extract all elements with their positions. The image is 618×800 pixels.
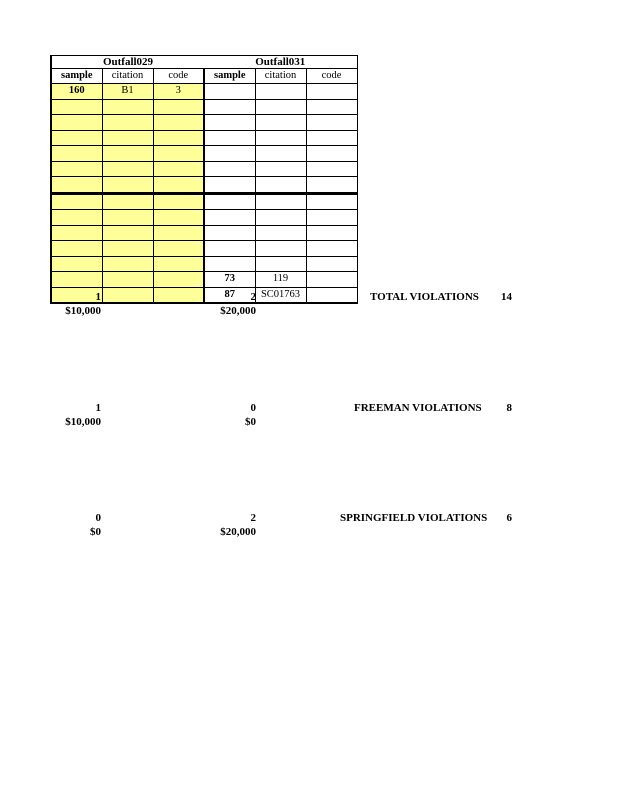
citation-cell[interactable] bbox=[255, 193, 306, 210]
sample-cell[interactable]: 73 bbox=[204, 272, 255, 288]
code-cell[interactable] bbox=[153, 161, 204, 177]
citation-cell[interactable]: 119 bbox=[255, 272, 306, 288]
sample-cell[interactable] bbox=[51, 272, 102, 288]
code-cell[interactable] bbox=[153, 146, 204, 162]
outfall-029-count: 0 bbox=[95, 512, 101, 524]
sample-cell[interactable] bbox=[204, 161, 255, 177]
code-cell[interactable] bbox=[306, 241, 357, 257]
table-row bbox=[51, 225, 357, 241]
sample-cell[interactable] bbox=[51, 256, 102, 272]
table-row bbox=[51, 177, 357, 194]
citation-cell[interactable] bbox=[102, 241, 153, 257]
code-cell[interactable] bbox=[306, 177, 357, 194]
code-cell[interactable] bbox=[306, 115, 357, 131]
citation-cell[interactable] bbox=[255, 210, 306, 226]
citation-cell[interactable] bbox=[102, 146, 153, 162]
outfall-031-count: 0 bbox=[250, 402, 256, 414]
outfall-031-count: 2 bbox=[250, 291, 256, 303]
sample-cell[interactable] bbox=[51, 241, 102, 257]
sample-cell[interactable] bbox=[51, 225, 102, 241]
outfall-029-amount: $0 bbox=[90, 526, 101, 538]
outfall-title-row bbox=[51, 56, 357, 69]
code-cell[interactable] bbox=[153, 99, 204, 115]
table-row bbox=[51, 210, 357, 226]
code-cell[interactable] bbox=[306, 146, 357, 162]
citation-cell[interactable] bbox=[102, 161, 153, 177]
code-cell[interactable] bbox=[153, 241, 204, 257]
sample-cell[interactable] bbox=[204, 241, 255, 257]
table-row bbox=[51, 272, 357, 288]
violations-total: 14 bbox=[501, 291, 512, 303]
citation-cell[interactable] bbox=[102, 256, 153, 272]
summary-block-freeman bbox=[50, 401, 101, 429]
sample-cell[interactable] bbox=[204, 193, 255, 210]
citation-cell[interactable] bbox=[102, 210, 153, 226]
outfall-029-amount: $10,000 bbox=[65, 305, 101, 317]
outfall-029-title: Outfall029 bbox=[51, 56, 204, 69]
code-cell[interactable] bbox=[153, 177, 204, 194]
sample-cell[interactable]: 87 bbox=[204, 287, 255, 303]
code-cell[interactable] bbox=[306, 99, 357, 115]
violations-sheet bbox=[50, 55, 358, 304]
outfall-029-amount: $10,000 bbox=[65, 416, 101, 428]
violations-total: 8 bbox=[506, 402, 512, 414]
violations-label: TOTAL VIOLATIONS bbox=[370, 291, 479, 303]
citation-cell[interactable] bbox=[255, 99, 306, 115]
sample-cell[interactable] bbox=[204, 210, 255, 226]
header-sample-029[interactable]: sample bbox=[51, 69, 102, 84]
code-cell[interactable] bbox=[306, 225, 357, 241]
summary-block-freeman-b bbox=[205, 401, 256, 429]
sample-cell[interactable] bbox=[51, 161, 102, 177]
code-cell[interactable] bbox=[306, 130, 357, 146]
header-sample-031[interactable]: sample bbox=[204, 69, 255, 84]
citation-cell[interactable] bbox=[255, 256, 306, 272]
header-code-029[interactable]: code bbox=[153, 69, 204, 84]
citation-cell[interactable] bbox=[102, 272, 153, 288]
header-citation-031[interactable]: citation bbox=[255, 69, 306, 84]
sample-cell[interactable] bbox=[204, 256, 255, 272]
citation-cell[interactable] bbox=[255, 225, 306, 241]
citation-cell[interactable] bbox=[255, 177, 306, 194]
table-row bbox=[51, 256, 357, 272]
header-citation-029[interactable]: citation bbox=[102, 69, 153, 84]
sample-cell[interactable] bbox=[204, 84, 255, 100]
sample-cell[interactable] bbox=[51, 210, 102, 226]
sample-cell[interactable] bbox=[51, 193, 102, 210]
code-cell[interactable] bbox=[306, 287, 357, 303]
table-row bbox=[51, 115, 357, 131]
table-row bbox=[51, 241, 357, 257]
outfall-029-count: 1 bbox=[95, 291, 101, 303]
sample-cell[interactable] bbox=[51, 177, 102, 194]
header-code-031[interactable]: code bbox=[306, 69, 357, 84]
citation-cell[interactable] bbox=[102, 130, 153, 146]
code-cell[interactable] bbox=[153, 272, 204, 288]
sample-cell[interactable] bbox=[204, 115, 255, 131]
code-cell[interactable] bbox=[153, 210, 204, 226]
citation-cell[interactable] bbox=[102, 99, 153, 115]
sample-cell[interactable] bbox=[51, 130, 102, 146]
sample-cell[interactable] bbox=[51, 146, 102, 162]
sample-cell[interactable] bbox=[204, 99, 255, 115]
code-cell[interactable] bbox=[306, 210, 357, 226]
sample-cell[interactable] bbox=[204, 177, 255, 194]
citation-cell[interactable] bbox=[255, 84, 306, 100]
table-row bbox=[51, 161, 357, 177]
code-cell[interactable] bbox=[306, 161, 357, 177]
code-cell[interactable] bbox=[306, 256, 357, 272]
code-cell[interactable]: 3 bbox=[153, 84, 204, 100]
sample-cell[interactable] bbox=[51, 115, 102, 131]
citation-cell[interactable] bbox=[102, 193, 153, 210]
violations-label: SPRINGFIELD VIOLATIONS bbox=[340, 512, 488, 524]
table-row bbox=[51, 130, 357, 146]
sample-cell[interactable]: 160 bbox=[51, 84, 102, 100]
citation-cell[interactable] bbox=[102, 225, 153, 241]
violations-label: FREEMAN VIOLATIONS bbox=[354, 402, 482, 414]
outfall-031-amount: $20,000 bbox=[220, 305, 256, 317]
code-cell[interactable] bbox=[153, 115, 204, 131]
citation-cell[interactable] bbox=[255, 115, 306, 131]
citation-cell[interactable] bbox=[255, 130, 306, 146]
code-cell[interactable] bbox=[153, 225, 204, 241]
sample-cell[interactable] bbox=[204, 225, 255, 241]
citation-cell[interactable]: SC01763 bbox=[255, 287, 306, 303]
outfall-031-count: 2 bbox=[250, 512, 256, 524]
citation-cell[interactable] bbox=[102, 177, 153, 194]
code-cell[interactable] bbox=[153, 256, 204, 272]
outfall-031-amount: $20,000 bbox=[220, 526, 256, 538]
table-row bbox=[51, 99, 357, 115]
citation-cell[interactable] bbox=[255, 161, 306, 177]
summary-block-total-b bbox=[205, 290, 256, 318]
column-header-row bbox=[51, 69, 357, 84]
table-row bbox=[51, 84, 357, 100]
table-row bbox=[51, 193, 357, 210]
outfall-029-count: 1 bbox=[95, 402, 101, 414]
sample-cell[interactable] bbox=[51, 99, 102, 115]
summary-block-springfield-b bbox=[205, 511, 256, 539]
sample-cell[interactable] bbox=[204, 130, 255, 146]
citation-cell[interactable] bbox=[102, 287, 153, 303]
citation-cell[interactable] bbox=[255, 146, 306, 162]
code-cell[interactable] bbox=[153, 130, 204, 146]
code-cell[interactable] bbox=[153, 193, 204, 210]
code-cell[interactable] bbox=[306, 193, 357, 210]
table-row bbox=[51, 146, 357, 162]
outfall-031-amount: $0 bbox=[245, 416, 256, 428]
citation-cell[interactable] bbox=[102, 115, 153, 131]
summary-block-total bbox=[50, 290, 101, 318]
summary-block-springfield bbox=[50, 511, 101, 539]
citation-cell[interactable]: B1 bbox=[102, 84, 153, 100]
violations-total: 6 bbox=[506, 512, 512, 524]
code-cell[interactable] bbox=[306, 84, 357, 100]
code-cell[interactable] bbox=[306, 272, 357, 288]
code-cell[interactable] bbox=[153, 287, 204, 303]
outfall-031-title: Outfall031 bbox=[204, 56, 357, 69]
sample-cell[interactable] bbox=[204, 146, 255, 162]
citation-cell[interactable] bbox=[255, 241, 306, 257]
